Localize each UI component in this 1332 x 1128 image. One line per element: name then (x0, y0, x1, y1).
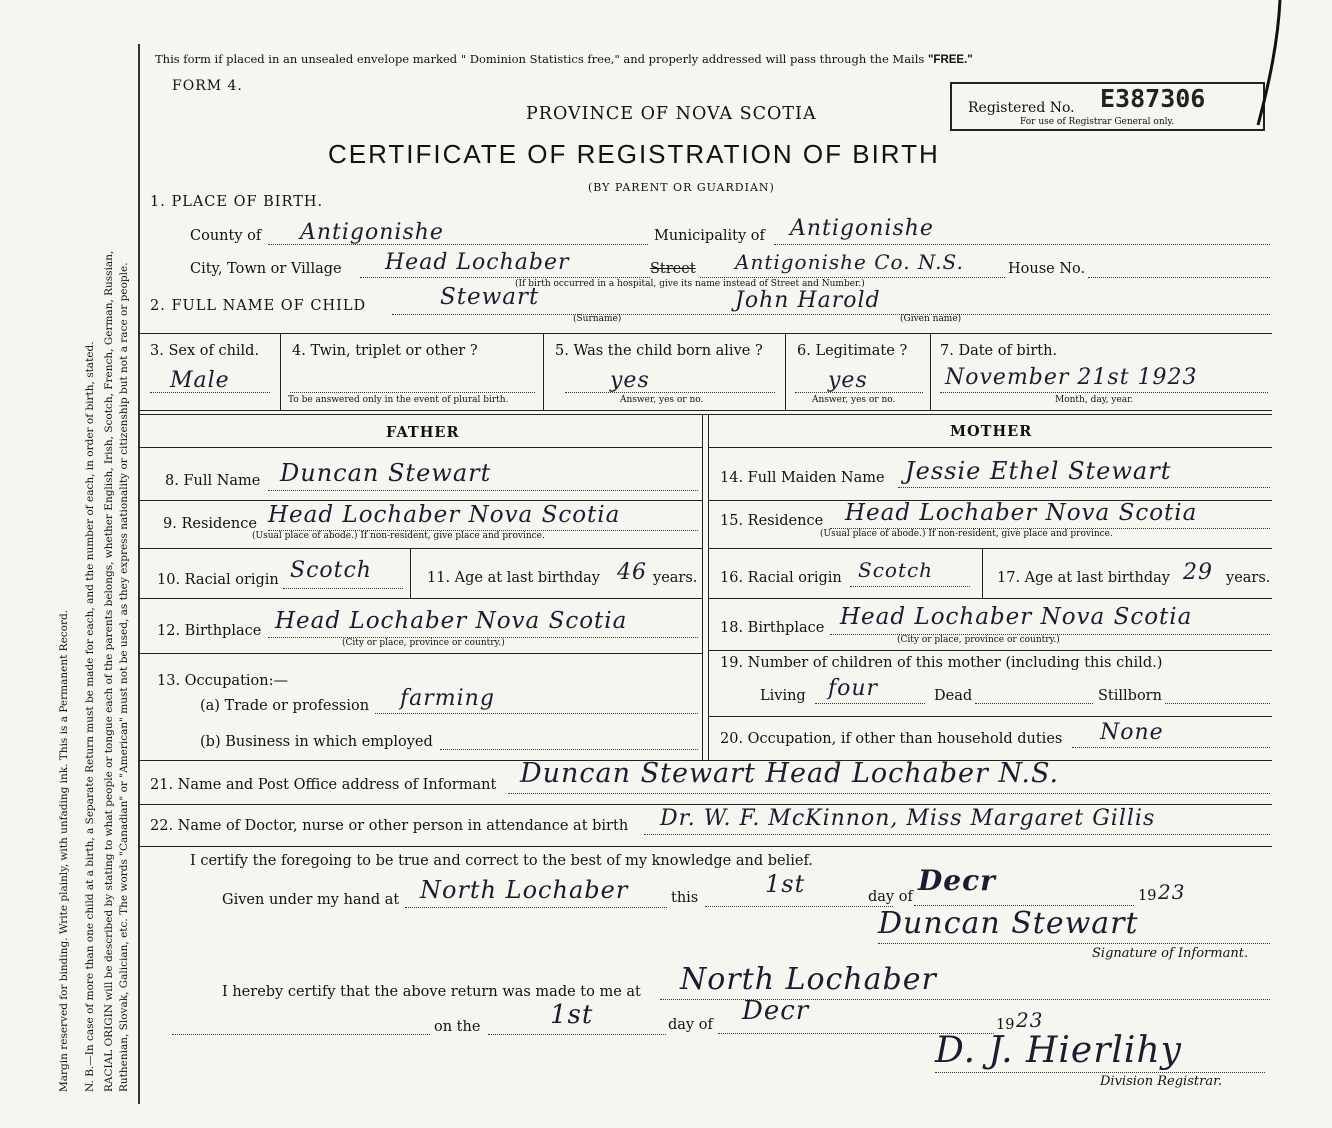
pen-stroke-mark (1240, 0, 1290, 140)
city-value: Head Lochaber (385, 250, 570, 275)
father-business-line (440, 749, 698, 750)
street-value: Antigonishe Co. N.S. (735, 250, 964, 274)
informant-line (508, 793, 1270, 794)
father-business-label: (b) Business in which employed (200, 734, 433, 750)
father-row10-line (140, 598, 702, 599)
dead-label: Dead (934, 688, 973, 704)
mother-left-border (708, 414, 709, 760)
dob-note: Month, day, year. (1055, 395, 1134, 405)
row3-div-3 (785, 333, 786, 410)
given-place-value: North Lochaber (420, 876, 629, 904)
dob-label: 7. Date of birth. (940, 343, 1058, 359)
living-line (815, 703, 925, 704)
given-day-value: 1st (765, 870, 806, 898)
father-heading-line (140, 447, 702, 448)
informant-label: 21. Name and Post Office address of Informant (150, 777, 497, 793)
house-line (1088, 277, 1270, 278)
municipality-label: Municipality of (654, 228, 765, 244)
mother-name-line (898, 487, 1270, 488)
margin-note-4: Ruthenian, Slovak, Galician, etc. The words "Canadian" or "American" must not be used, as they express nationality or citizenship but not a race or people. (118, 262, 130, 1092)
father-row10-divider (410, 548, 411, 598)
father-name-value: Duncan Stewart (280, 459, 492, 487)
alive-label: 5. Was the child born alive ? (555, 343, 763, 359)
father-residence-note: (Usual place of abode.) If non-resident, give place and province. (252, 531, 545, 541)
margin-note-3: RACIAL ORIGIN will be described by stating to what people or tongue each of the parents belongs, whether English, Irish, Scotch, French, German, Russian, (103, 250, 115, 1092)
mother-race-value: Scotch (858, 558, 934, 582)
mother-birthplace-note: (City or place, province or country.) (897, 635, 1060, 645)
form-number: FORM 4. (172, 78, 243, 94)
father-race-line (283, 588, 403, 589)
doctor-value: Dr. W. F. McKinnon, Miss Margaret Gillis (660, 806, 1156, 831)
mother-row19-line (708, 716, 1272, 717)
father-occupation-label: 13. Occupation:— (157, 673, 288, 689)
legitimate-note: Answer, yes or no. (812, 395, 896, 405)
row22-line (140, 846, 1272, 847)
registrar-pre-line (172, 1034, 430, 1035)
given-dayof-label: day of (868, 889, 913, 905)
sex-label: 3. Sex of child. (150, 343, 260, 359)
registered-number: E387306 (1100, 84, 1206, 113)
given-name-note: (Given name) (900, 314, 962, 324)
certify-statement: I certify the foregoing to be true and correct to the best of my knowledge and belief. (190, 853, 813, 869)
given-place-line (405, 907, 667, 908)
father-years-label: years. (653, 570, 698, 586)
mother-row16-line (708, 598, 1272, 599)
father-age-value: 46 (617, 560, 647, 585)
twin-line (290, 392, 535, 393)
father-trade-value: farming (400, 686, 495, 711)
informant-signature-label: Signature of Informant. (1092, 946, 1249, 961)
registrar-month-value: Decr (742, 996, 810, 1026)
mother-occupation-line (1072, 747, 1270, 748)
father-name-label: 8. Full Name (165, 473, 261, 489)
father-residence-label: 9. Residence (163, 516, 257, 532)
given-this-label: this (671, 890, 699, 906)
county-label: County of (190, 228, 262, 244)
registrar-dayof-label: day of (668, 1017, 713, 1033)
city-label: City, Town or Village (190, 261, 342, 277)
father-birthplace-note: (City or place, province or country.) (342, 638, 505, 648)
mother-birthplace-value: Head Lochaber Nova Scotia (840, 604, 1193, 630)
mother-heading: MOTHER (950, 423, 1033, 440)
binding-margin-line (138, 44, 140, 1104)
living-label: Living (760, 688, 806, 704)
place-heading: 1. PLACE OF BIRTH. (150, 194, 324, 210)
father-race-value: Scotch (290, 558, 372, 583)
given-year-prefix: 19 (1138, 888, 1157, 904)
living-value: four (828, 676, 879, 701)
mother-occupation-label: 20. Occupation, if other than household duties (720, 731, 1063, 747)
mother-residence-note: (Usual place of abode.) If non-resident, give place and province. (820, 529, 1113, 539)
mail-notice-text: This form if placed in an unsealed envelope marked " Dominion Statistics free," and properly addressed will pass through the Mails (155, 52, 925, 66)
row3-bottom-line (140, 410, 1272, 411)
mother-race-line (850, 586, 970, 587)
stillborn-line (1165, 703, 1270, 704)
alive-line (565, 392, 775, 393)
father-right-border (702, 414, 703, 760)
child-surname: Stewart (440, 284, 540, 310)
house-label: House No. (1008, 261, 1086, 277)
father-heading: FATHER (386, 424, 460, 441)
legitimate-label: 6. Legitimate ? (797, 343, 908, 359)
registrar-year-value: 23 (1016, 1008, 1044, 1032)
mail-notice (155, 52, 973, 66)
dead-line (975, 703, 1093, 704)
mother-occupation-value: None (1100, 720, 1164, 745)
mother-age-label: 17. Age at last birthday (997, 570, 1170, 586)
registrar-note: For use of Registrar General only. (1020, 117, 1175, 127)
mother-name-label: 14. Full Maiden Name (720, 470, 885, 486)
mother-heading-line (708, 447, 1272, 448)
father-trade-line (375, 713, 698, 714)
margin-note-1: Margin reserved for binding. Write plainly, with unfading ink. This is a Permanent Record. (58, 609, 70, 1092)
doctor-line (644, 834, 1270, 835)
mother-race-label: 16. Racial origin (720, 570, 842, 586)
municipality-value: Antigonishe (790, 216, 934, 241)
mother-row15-line (708, 548, 1272, 549)
margin-note-2: N. B.—In case of more than one child at a birth, a Separate Return must be made for each, and the number of each, in order of birth, stated. (84, 341, 96, 1092)
row3-div-1 (280, 333, 281, 410)
given-label: Given under my hand at (222, 892, 400, 908)
certificate-title: CERTIFICATE OF REGISTRATION OF BIRTH (328, 139, 940, 169)
certificate-subtitle: (BY PARENT OR GUARDIAN) (588, 181, 775, 194)
registrar-signature-line (935, 1072, 1265, 1073)
municipality-line (774, 244, 1270, 245)
row21-line (140, 804, 1272, 805)
father-row8-line (140, 500, 702, 501)
father-residence-value: Head Lochaber Nova Scotia (268, 502, 621, 528)
registered-label: Registered No. (968, 100, 1075, 116)
alive-value: yes (610, 368, 650, 393)
legitimate-value: yes (828, 368, 868, 393)
mother-residence-label: 15. Residence (720, 513, 824, 529)
hospital-note: (If birth occurred in a hospital, give its name instead of Street and Number.) (515, 279, 865, 289)
row3-div-4 (930, 333, 931, 410)
registrar-on-label: on the (434, 1019, 481, 1035)
row3-div-2 (543, 333, 544, 410)
given-month-value: Decr (918, 864, 996, 897)
father-row12-line (140, 653, 702, 654)
dob-line (940, 392, 1268, 393)
child-given-name: John Harold (735, 288, 881, 313)
mother-row16-divider (982, 548, 983, 598)
sex-value: Male (170, 368, 230, 393)
twin-note: To be answered only in the event of plural birth. (288, 395, 509, 405)
child-name-label: 2. FULL NAME OF CHILD (150, 298, 367, 314)
street-line (700, 277, 1005, 278)
mother-age-value: 29 (1183, 560, 1213, 585)
doctor-label: 22. Name of Doctor, nurse or other person in attendance at birth (150, 818, 629, 834)
dob-value: November 21st 1923 (945, 365, 1198, 390)
informant-signature-line (878, 943, 1270, 944)
given-day-line (705, 906, 893, 907)
father-race-label: 10. Racial origin (157, 572, 279, 588)
registrar-day-line (488, 1034, 666, 1035)
alive-note: Answer, yes or no. (620, 395, 704, 405)
father-trade-label: (a) Trade or profession (200, 698, 370, 714)
surname-note: (Surname) (573, 314, 622, 324)
province-title: PROVINCE OF NOVA SCOTIA (526, 104, 817, 124)
mother-name-value: Jessie Ethel Stewart (905, 457, 1172, 485)
city-line (360, 277, 650, 278)
registrar-signature-label: Division Registrar. (1100, 1074, 1222, 1089)
mother-children-label: 19. Number of children of this mother (including this child.) (720, 655, 1163, 671)
registrar-day-value: 1st (550, 1000, 594, 1030)
row3-top-line (140, 333, 1272, 334)
father-age-label: 11. Age at last birthday (427, 570, 600, 586)
child-name-line (392, 314, 1270, 315)
given-year-value: 23 (1158, 880, 1186, 904)
informant-value: Duncan Stewart Head Lochaber N.S. (520, 758, 1060, 789)
registrar-year-prefix: 19 (996, 1017, 1015, 1033)
registrar-signature: D. J. Hierlihy (935, 1030, 1182, 1071)
mail-free: "FREE." (927, 54, 973, 66)
informant-signature: Duncan Stewart (878, 906, 1139, 941)
county-value: Antigonishe (300, 220, 444, 245)
registered-box (950, 82, 1265, 131)
father-row9-line (140, 548, 702, 549)
mother-residence-value: Head Lochaber Nova Scotia (845, 500, 1198, 526)
father-name-line (268, 490, 698, 491)
father-birthplace-value: Head Lochaber Nova Scotia (275, 608, 628, 634)
mother-years-label: years. (1226, 570, 1271, 586)
parents-top-line (140, 414, 1272, 415)
street-label: Street (650, 261, 696, 277)
registrar-place-value: North Lochaber (680, 962, 937, 997)
mother-birthplace-label: 18. Birthplace (720, 620, 825, 636)
twin-label: 4. Twin, triplet or other ? (292, 343, 478, 359)
registrar-statement: I hereby certify that the above return was made to me at (222, 984, 641, 1000)
father-birthplace-label: 12. Birthplace (157, 623, 262, 639)
mother-row18-line (708, 650, 1272, 651)
stillborn-label: Stillborn (1098, 688, 1162, 704)
